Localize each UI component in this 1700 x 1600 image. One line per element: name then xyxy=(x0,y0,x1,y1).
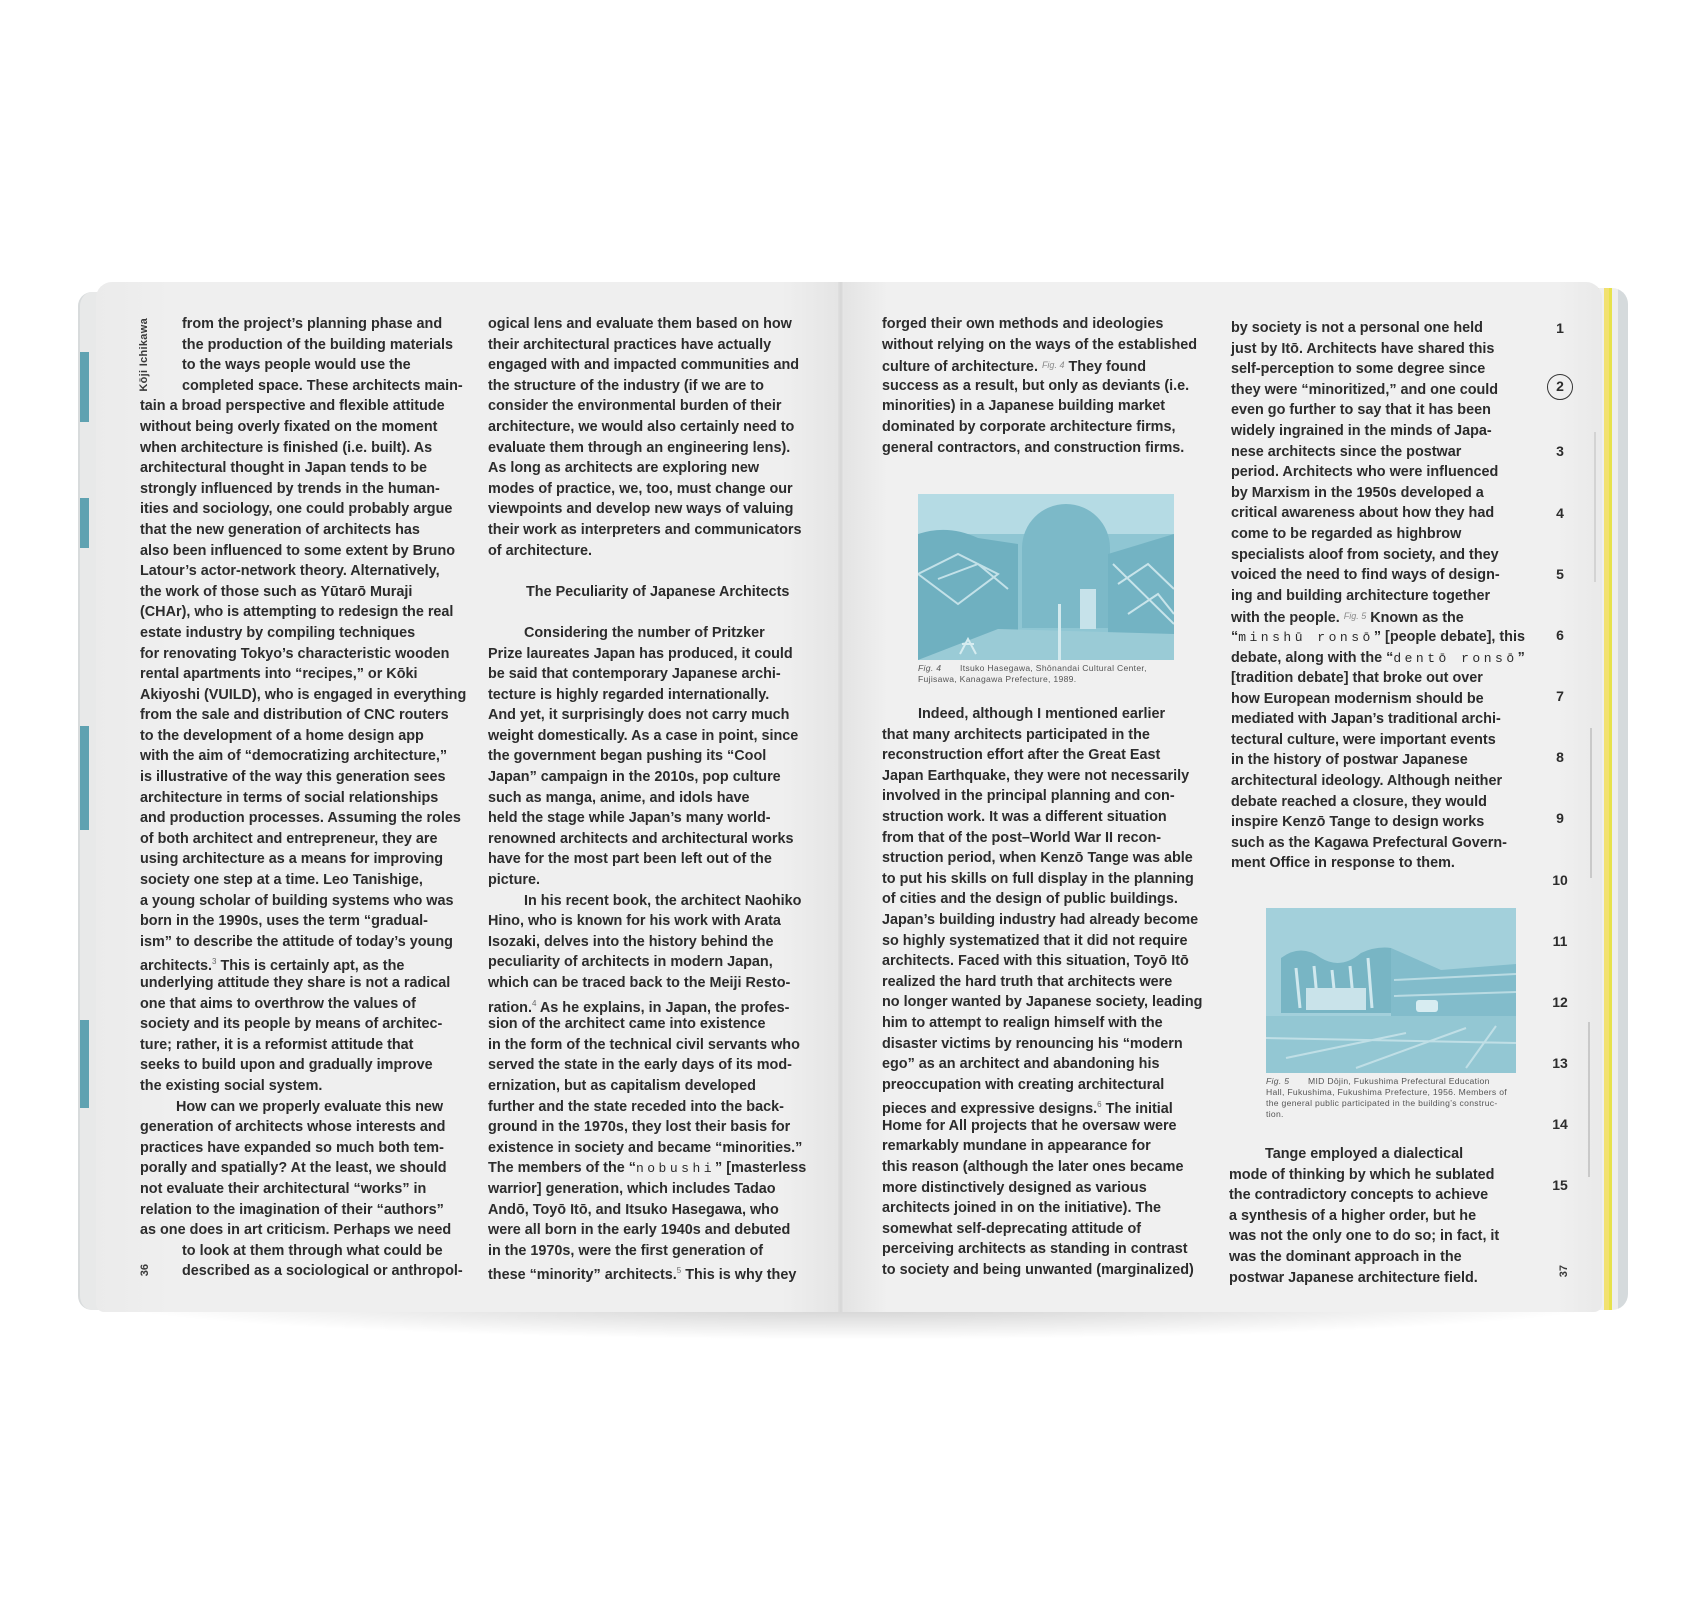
text-line: weight domestically. As a case in point, since xyxy=(488,727,799,744)
thumb-tab-marker xyxy=(80,1020,89,1108)
section-number[interactable]: 15 xyxy=(1552,1177,1568,1193)
text-line: just by Itō. Architects have shared this xyxy=(1231,340,1495,357)
text-line: And yet, it surprisingly does not carry much xyxy=(488,707,790,724)
text-line: one that aims to overthrow the values of xyxy=(140,995,416,1012)
text-fragment: Known as the xyxy=(1366,610,1464,627)
text-line: general contractors, and construction firms. xyxy=(882,439,1185,456)
margin-rule xyxy=(1594,432,1596,582)
text-line: of cities and the design of public buildings. xyxy=(882,891,1178,908)
text-line: without relying on the ways of the established xyxy=(882,336,1198,353)
caption-text: Itsuko Hasegawa, Shōnandai Cultural Center, xyxy=(960,663,1147,673)
caption-line: tion. xyxy=(1266,1109,1284,1119)
text-line: How can we properly evaluate this new xyxy=(176,1098,444,1115)
building-photo-icon xyxy=(918,494,1174,660)
text-line: to look at them through what could be xyxy=(182,1242,443,1259)
caption-line xyxy=(1266,1076,1507,1087)
text-fragment: architects. xyxy=(140,958,212,975)
text-column-3 xyxy=(882,314,1222,458)
page-number-left: 36 xyxy=(139,1264,151,1277)
text-line: [tradition debate] that broke out over xyxy=(1231,670,1483,687)
footnote-marker[interactable]: 4 xyxy=(531,998,537,1008)
text-line: ism” to describe the attitude of today’s young xyxy=(140,933,453,950)
thumb-tab-marker xyxy=(80,498,89,548)
caption-line: Fujisawa, Kanagawa Prefecture, 1989. xyxy=(918,674,1077,684)
text-line xyxy=(488,994,828,1015)
figure-label: Fig. 4 xyxy=(918,663,942,673)
footnote-marker[interactable]: 6 xyxy=(1097,1100,1102,1110)
text-line xyxy=(882,355,1222,376)
text-line: strongly influenced by trends in the human- xyxy=(140,480,440,497)
text-line: dominated by corporate architecture firms, xyxy=(882,418,1176,435)
text-line: was the dominant approach in the xyxy=(1229,1248,1462,1265)
text-line: by Marxism in the 1950s developed a xyxy=(1231,484,1484,501)
text-line: success as a result, but only as deviants (i.e. xyxy=(882,377,1190,394)
text-line: held the stage while Japan’s many world- xyxy=(488,810,771,827)
text-line: In his recent book, the architect Naohiko xyxy=(524,892,802,909)
text-line: mode of thinking by which he sublated xyxy=(1229,1166,1495,1183)
text-line: period. Architects who were influenced xyxy=(1231,464,1499,481)
text-line: architects joined in on the initiative). The xyxy=(882,1200,1162,1217)
text-line: from the sale and distribution of CNC routers xyxy=(140,707,449,724)
text-line: ernization, but as capitalism developed xyxy=(488,1077,756,1094)
text-line: is illustrative of the way this generation sees xyxy=(140,769,446,786)
text-line: in the form of the technical civil servants who xyxy=(488,1036,800,1053)
book-spine xyxy=(838,282,844,1312)
figure-5-photo[interactable] xyxy=(1266,908,1516,1073)
figure-4-photo[interactable] xyxy=(918,494,1174,660)
text-line: to society and being unwanted (marginalized) xyxy=(882,1262,1194,1279)
footnote-marker[interactable]: 5 xyxy=(676,1266,682,1276)
text-line: society one step at a time. Leo Tanishige, xyxy=(140,872,423,889)
text-line: Home for All projects that he oversaw were xyxy=(882,1117,1177,1134)
text-line: renowned architects and architectural works xyxy=(488,830,794,847)
text-line: widely ingrained in the minds of Japa- xyxy=(1231,422,1492,439)
text-line: to the development of a home design app xyxy=(140,727,424,744)
text-line xyxy=(882,1095,1222,1116)
section-number[interactable]: 14 xyxy=(1552,1116,1568,1132)
text-line: “minshū ronsō” [people debate], this xyxy=(1231,628,1525,645)
text-line: Prize laureates Japan has produced, it could xyxy=(488,645,793,662)
text-line: ego” as an architect and abandoning his xyxy=(882,1056,1160,1073)
text-line: preoccupation with creating architectural xyxy=(882,1076,1165,1093)
section-number[interactable]: 7 xyxy=(1556,688,1564,704)
text-line: described as a sociological or anthropol- xyxy=(182,1263,463,1280)
building-photo-icon xyxy=(1266,908,1516,1073)
text-fragment: The members of the “ xyxy=(488,1160,636,1177)
text-line: the structure of the industry (if we are to xyxy=(488,377,764,394)
text-column-4-continued xyxy=(1229,1144,1529,1288)
text-line: disaster victims by renouncing his “modern xyxy=(882,1035,1183,1052)
text-line: and production processes. Assuming the roles xyxy=(140,810,461,827)
text-line: minorities) in a Japanese building market xyxy=(882,398,1166,415)
text-line: further and the state receded into the back- xyxy=(488,1098,784,1115)
text-line xyxy=(488,1261,828,1282)
text-line: to put his skills on full display in the planning xyxy=(882,870,1194,887)
text-line: how European modernism should be xyxy=(1231,690,1484,707)
text-line: their work as interpreters and communicators xyxy=(488,521,802,538)
text-line: this reason (although the later ones became xyxy=(882,1159,1184,1176)
text-line: Indeed, although I mentioned earlier xyxy=(918,706,1166,722)
text-line: of architecture. xyxy=(488,542,592,559)
text-line: Akiyoshi (VUILD), who is engaged in everything xyxy=(140,686,467,703)
text-line: Andō, Toyō Itō, and Itsuko Hasegawa, who xyxy=(488,1201,779,1218)
text-column-3-continued xyxy=(882,704,1222,1281)
figure-4-caption xyxy=(918,663,1147,685)
text-line: nese architects since the postwar xyxy=(1231,443,1462,460)
figure-5-caption xyxy=(1266,1076,1507,1120)
text-line: peculiarity of architects in modern Japan, xyxy=(488,954,773,971)
text-line: they were “minoritized,” and one could xyxy=(1231,381,1499,398)
text-line: as one does in art criticism. Perhaps we need xyxy=(140,1222,452,1239)
text-line: with the aim of “democratizing architecture,” xyxy=(140,748,448,765)
text-line: the production of the building materials xyxy=(182,336,454,353)
running-head-author: Kōji Ichikawa xyxy=(138,318,150,392)
text-line: also been influenced to some extent by Bruno xyxy=(140,542,456,559)
text-line: in the history of postwar Japanese xyxy=(1231,752,1468,769)
text-line: debate reached a closure, they would xyxy=(1231,793,1487,810)
text-line: viewpoints and develop new ways of valuing xyxy=(488,501,794,518)
page-number-right: 37 xyxy=(1558,1265,1570,1278)
text-line: architects. Faced with this situation, Toyō Itō xyxy=(882,953,1189,970)
caption-line: Hall, Fukushima, Fukushima Prefecture, 1956. Members of xyxy=(1266,1087,1507,1097)
text-line: Japan Earthquake, they were not necessarily xyxy=(882,767,1190,784)
paragraph-gap xyxy=(488,602,828,623)
section-number[interactable]: 6 xyxy=(1556,627,1564,643)
text-line: existence in society and became “minorities.” xyxy=(488,1139,803,1156)
text-line: served the state in the early days of its mod- xyxy=(488,1057,792,1074)
text-line: by society is not a personal one held xyxy=(1231,320,1483,336)
text-line: tecture is highly regarded internationally. xyxy=(488,686,770,703)
text-line: even go further to say that it has been xyxy=(1231,402,1491,419)
text-line: debate, along with the “dentō ronsō” xyxy=(1231,649,1525,666)
text-line: Latour’s actor-network theory. Alternatively, xyxy=(140,563,440,580)
section-number[interactable]: 4 xyxy=(1556,505,1564,521)
text-line: the contradictory concepts to achieve xyxy=(1229,1187,1489,1204)
text-line: tain a broad perspective and flexible attitude xyxy=(140,398,445,415)
text-line: forged their own methods and ideologies xyxy=(882,316,1164,332)
thumb-tab-marker xyxy=(80,726,89,830)
text-fragment: They found xyxy=(1064,359,1146,376)
text-line: in the 1970s, were the first generation of xyxy=(488,1242,764,1259)
thumb-tab-marker xyxy=(80,352,89,422)
text-line: architectural thought in Japan tends to be xyxy=(140,460,428,477)
text-line: no longer wanted by Japanese society, leading xyxy=(882,994,1203,1011)
section-number-current[interactable]: 2 xyxy=(1547,374,1573,400)
text-fragment: The initial xyxy=(1101,1101,1173,1118)
text-line: using architecture as a means for improving xyxy=(140,851,444,868)
text-line: picture. xyxy=(488,872,540,889)
text-line: modes of practice, we, too, must change our xyxy=(488,480,793,497)
text-line: to the ways people would use the xyxy=(182,357,411,374)
text-line: the government began pushing its “Cool xyxy=(488,748,767,765)
text-line: porally and spatially? At the least, we should xyxy=(140,1160,447,1177)
text-fragment: As he explains, in Japan, the profes- xyxy=(536,999,790,1016)
text-line: generation of architects whose interests and xyxy=(140,1119,446,1136)
text-line: inspire Kenzō Tange to design works xyxy=(1231,814,1485,831)
text-line: when architecture is finished (i.e. built). As xyxy=(140,439,433,456)
text-line: architecture in terms of social relationships xyxy=(140,789,439,806)
text-line: that many architects participated in the xyxy=(882,726,1150,743)
text-line: struction period, when Kenzō Tange was able xyxy=(882,850,1193,867)
text-line: their architectural practices have actually xyxy=(488,336,772,353)
text-line: practices have expanded so much both tem- xyxy=(140,1139,444,1156)
text-line: seeks to build upon and gradually improve xyxy=(140,1057,433,1074)
text-line: reconstruction effort after the Great East xyxy=(882,747,1161,764)
text-line: self-perception to some degree since xyxy=(1231,361,1486,378)
text-line: the work of those such as Yūtarō Muraji xyxy=(140,583,413,600)
text-line: estate industry by compiling techniques xyxy=(140,624,416,641)
text-line: engaged with and impacted communities and xyxy=(488,357,800,374)
text-fragment: [people debate], this xyxy=(1381,628,1525,645)
section-number[interactable]: 11 xyxy=(1552,933,1568,949)
text-fragment: these “minority” architects. xyxy=(488,1267,677,1284)
text-line xyxy=(140,952,480,973)
text-line: voiced the need to find ways of design- xyxy=(1231,567,1500,584)
section-number[interactable]: 5 xyxy=(1556,566,1564,582)
text-line: ities and sociology, one could probably argue xyxy=(140,501,453,518)
text-line: critical awareness about how they had xyxy=(1231,505,1495,522)
section-number[interactable]: 1 xyxy=(1556,320,1564,336)
text-line: Isozaki, delves into the history behind the xyxy=(488,933,774,950)
text-line: society and its people by means of architec- xyxy=(140,1016,443,1033)
caption-line: the general public participated in the building’s construc- xyxy=(1266,1098,1498,1108)
text-fragment: with the people. xyxy=(1231,610,1340,627)
margin-rule xyxy=(1590,728,1592,878)
text-line: rental apartments into “recipes,” or Kōki xyxy=(140,666,418,683)
text-fragment: ” [masterless xyxy=(715,1160,807,1177)
text-line: come to be regarded as highbrow xyxy=(1231,525,1462,542)
text-line: which can be traced back to the Meiji Resto- xyxy=(488,975,791,991)
section-number[interactable]: 10 xyxy=(1552,872,1568,888)
caption-text: MID Dōjin, Fukushima Prefectural Education xyxy=(1308,1076,1490,1086)
section-number[interactable]: 3 xyxy=(1556,443,1564,459)
section-heading: The Peculiarity of Japanese Architects xyxy=(526,583,790,600)
text-column-2 xyxy=(488,314,828,1282)
text-line: ture; rather, it is a reformist attitude that xyxy=(140,1036,414,1053)
text-line: mediated with Japan’s traditional archi- xyxy=(1231,711,1501,728)
text-line: sion of the architect came into existence xyxy=(488,1016,766,1033)
text-line: born in the 1990s, uses the term “gradual- xyxy=(140,913,428,930)
text-line xyxy=(488,1158,828,1179)
text-line: ing and building architecture together xyxy=(1231,587,1491,604)
text-line: As long as architects are exploring new xyxy=(488,460,760,477)
text-line: tectural culture, were important events xyxy=(1231,731,1496,748)
section-number[interactable]: 13 xyxy=(1552,1055,1568,1071)
text-line: ment Office in response to them. xyxy=(1231,855,1455,872)
text-line: ogical lens and evaluate them based on how xyxy=(488,316,792,332)
text-line: so highly systematized that it did not require xyxy=(882,932,1188,949)
text-fragment: This is certainly apt, as the xyxy=(216,958,405,975)
text-line: consider the environmental burden of their xyxy=(488,398,782,415)
text-line: more distinctively designed as various xyxy=(882,1179,1147,1196)
text-line: such as manga, anime, and idols have xyxy=(488,789,750,806)
text-column-1 xyxy=(140,314,480,1282)
text-line: from the project’s planning phase and xyxy=(182,316,443,332)
figure-reference[interactable]: Fig. 4 xyxy=(1041,360,1065,371)
text-line: evaluate them through an engineering lens). xyxy=(488,439,791,456)
text-line: perceiving architects as standing in contrast xyxy=(882,1241,1188,1258)
text-line: without being overly fixated on the moment xyxy=(140,418,438,435)
section-number[interactable]: 9 xyxy=(1556,810,1564,826)
text-line: ground in the 1970s, they lost their basis for xyxy=(488,1119,791,1136)
text-line: Japan’s building industry had already become xyxy=(882,911,1199,928)
text-fragment: pieces and expressive designs. xyxy=(882,1101,1098,1118)
text-line: architecture, we would also certainly need to xyxy=(488,418,795,435)
text-line: that the new generation of architects has xyxy=(140,521,420,538)
text-fragment: debate, along with the “ xyxy=(1231,649,1394,666)
text-line: was not the only one to do so; in fact, it xyxy=(1229,1228,1500,1245)
romanized-term: nobushi xyxy=(635,1161,716,1177)
figure-label: Fig. 5 xyxy=(1266,1076,1290,1086)
text-fragment: This is why they xyxy=(681,1267,797,1284)
text-line: somewhat self-deprecating attitude of xyxy=(882,1220,1142,1237)
text-line: postwar Japanese architecture field. xyxy=(1229,1269,1478,1286)
text-line: him to attempt to realign himself with the xyxy=(882,1014,1163,1031)
text-line: the existing social system. xyxy=(140,1077,323,1094)
text-line: have for the most part been left out of the xyxy=(488,851,772,868)
text-line: were all born in the early 1940s and debuted xyxy=(488,1222,791,1239)
romanized-term: dentō ronsō xyxy=(1393,650,1518,666)
footnote-marker[interactable]: 3 xyxy=(212,957,217,967)
text-line: such as the Kagawa Prefectural Govern- xyxy=(1231,834,1507,851)
section-number[interactable]: 12 xyxy=(1552,994,1568,1010)
paragraph-gap xyxy=(488,561,828,582)
text-line: struction work. It was a different situation xyxy=(882,808,1167,825)
text-line xyxy=(1231,606,1531,627)
text-line: Japan” campaign in the 2010s, pop culture xyxy=(488,769,781,786)
text-line: completed space. These architects main- xyxy=(182,377,463,394)
text-line: be said that contemporary Japanese archi- xyxy=(488,666,781,683)
text-line: Tange employed a dialectical xyxy=(1265,1146,1464,1162)
text-line: relation to the imagination of their “authors” xyxy=(140,1201,444,1218)
text-line: involved in the principal planning and con- xyxy=(882,788,1175,805)
section-number[interactable]: 8 xyxy=(1556,749,1564,765)
caption-line xyxy=(918,663,1147,674)
text-line: warrior] generation, which includes Tadao xyxy=(488,1180,776,1197)
text-column-4 xyxy=(1231,318,1531,874)
margin-rule xyxy=(1588,1022,1590,1177)
text-line: a synthesis of a higher order, but he xyxy=(1229,1207,1477,1224)
text-line: of both architect and entrepreneur, they are xyxy=(140,830,438,847)
text-line: from that of the post–World War II recon- xyxy=(882,829,1162,846)
text-line: Hino, who is known for his work with Arata xyxy=(488,913,781,930)
text-line: Considering the number of Pritzker xyxy=(524,624,765,641)
text-line: remarkably mundane in appearance for xyxy=(882,1138,1151,1155)
romanized-term: minshū ronsō xyxy=(1238,629,1374,645)
text-line: not evaluate their architectural “works” in xyxy=(140,1180,427,1197)
text-line: architectural ideology. Although neither xyxy=(1231,773,1503,790)
text-fragment: ration. xyxy=(488,999,532,1016)
text-line: a young scholar of building systems who was xyxy=(140,892,454,909)
text-line: for renovating Tokyo’s characteristic wooden xyxy=(140,645,450,662)
text-line: underlying attitude they share is not a radical xyxy=(140,975,451,991)
text-line: realized the hard truth that architects were xyxy=(882,973,1173,990)
figure-reference[interactable]: Fig. 5 xyxy=(1343,611,1367,622)
text-fragment: culture of architecture. xyxy=(882,359,1038,376)
text-line: (CHAr), who is attempting to redesign the real xyxy=(140,604,454,621)
text-line: specialists aloof from society, and they xyxy=(1231,546,1499,563)
